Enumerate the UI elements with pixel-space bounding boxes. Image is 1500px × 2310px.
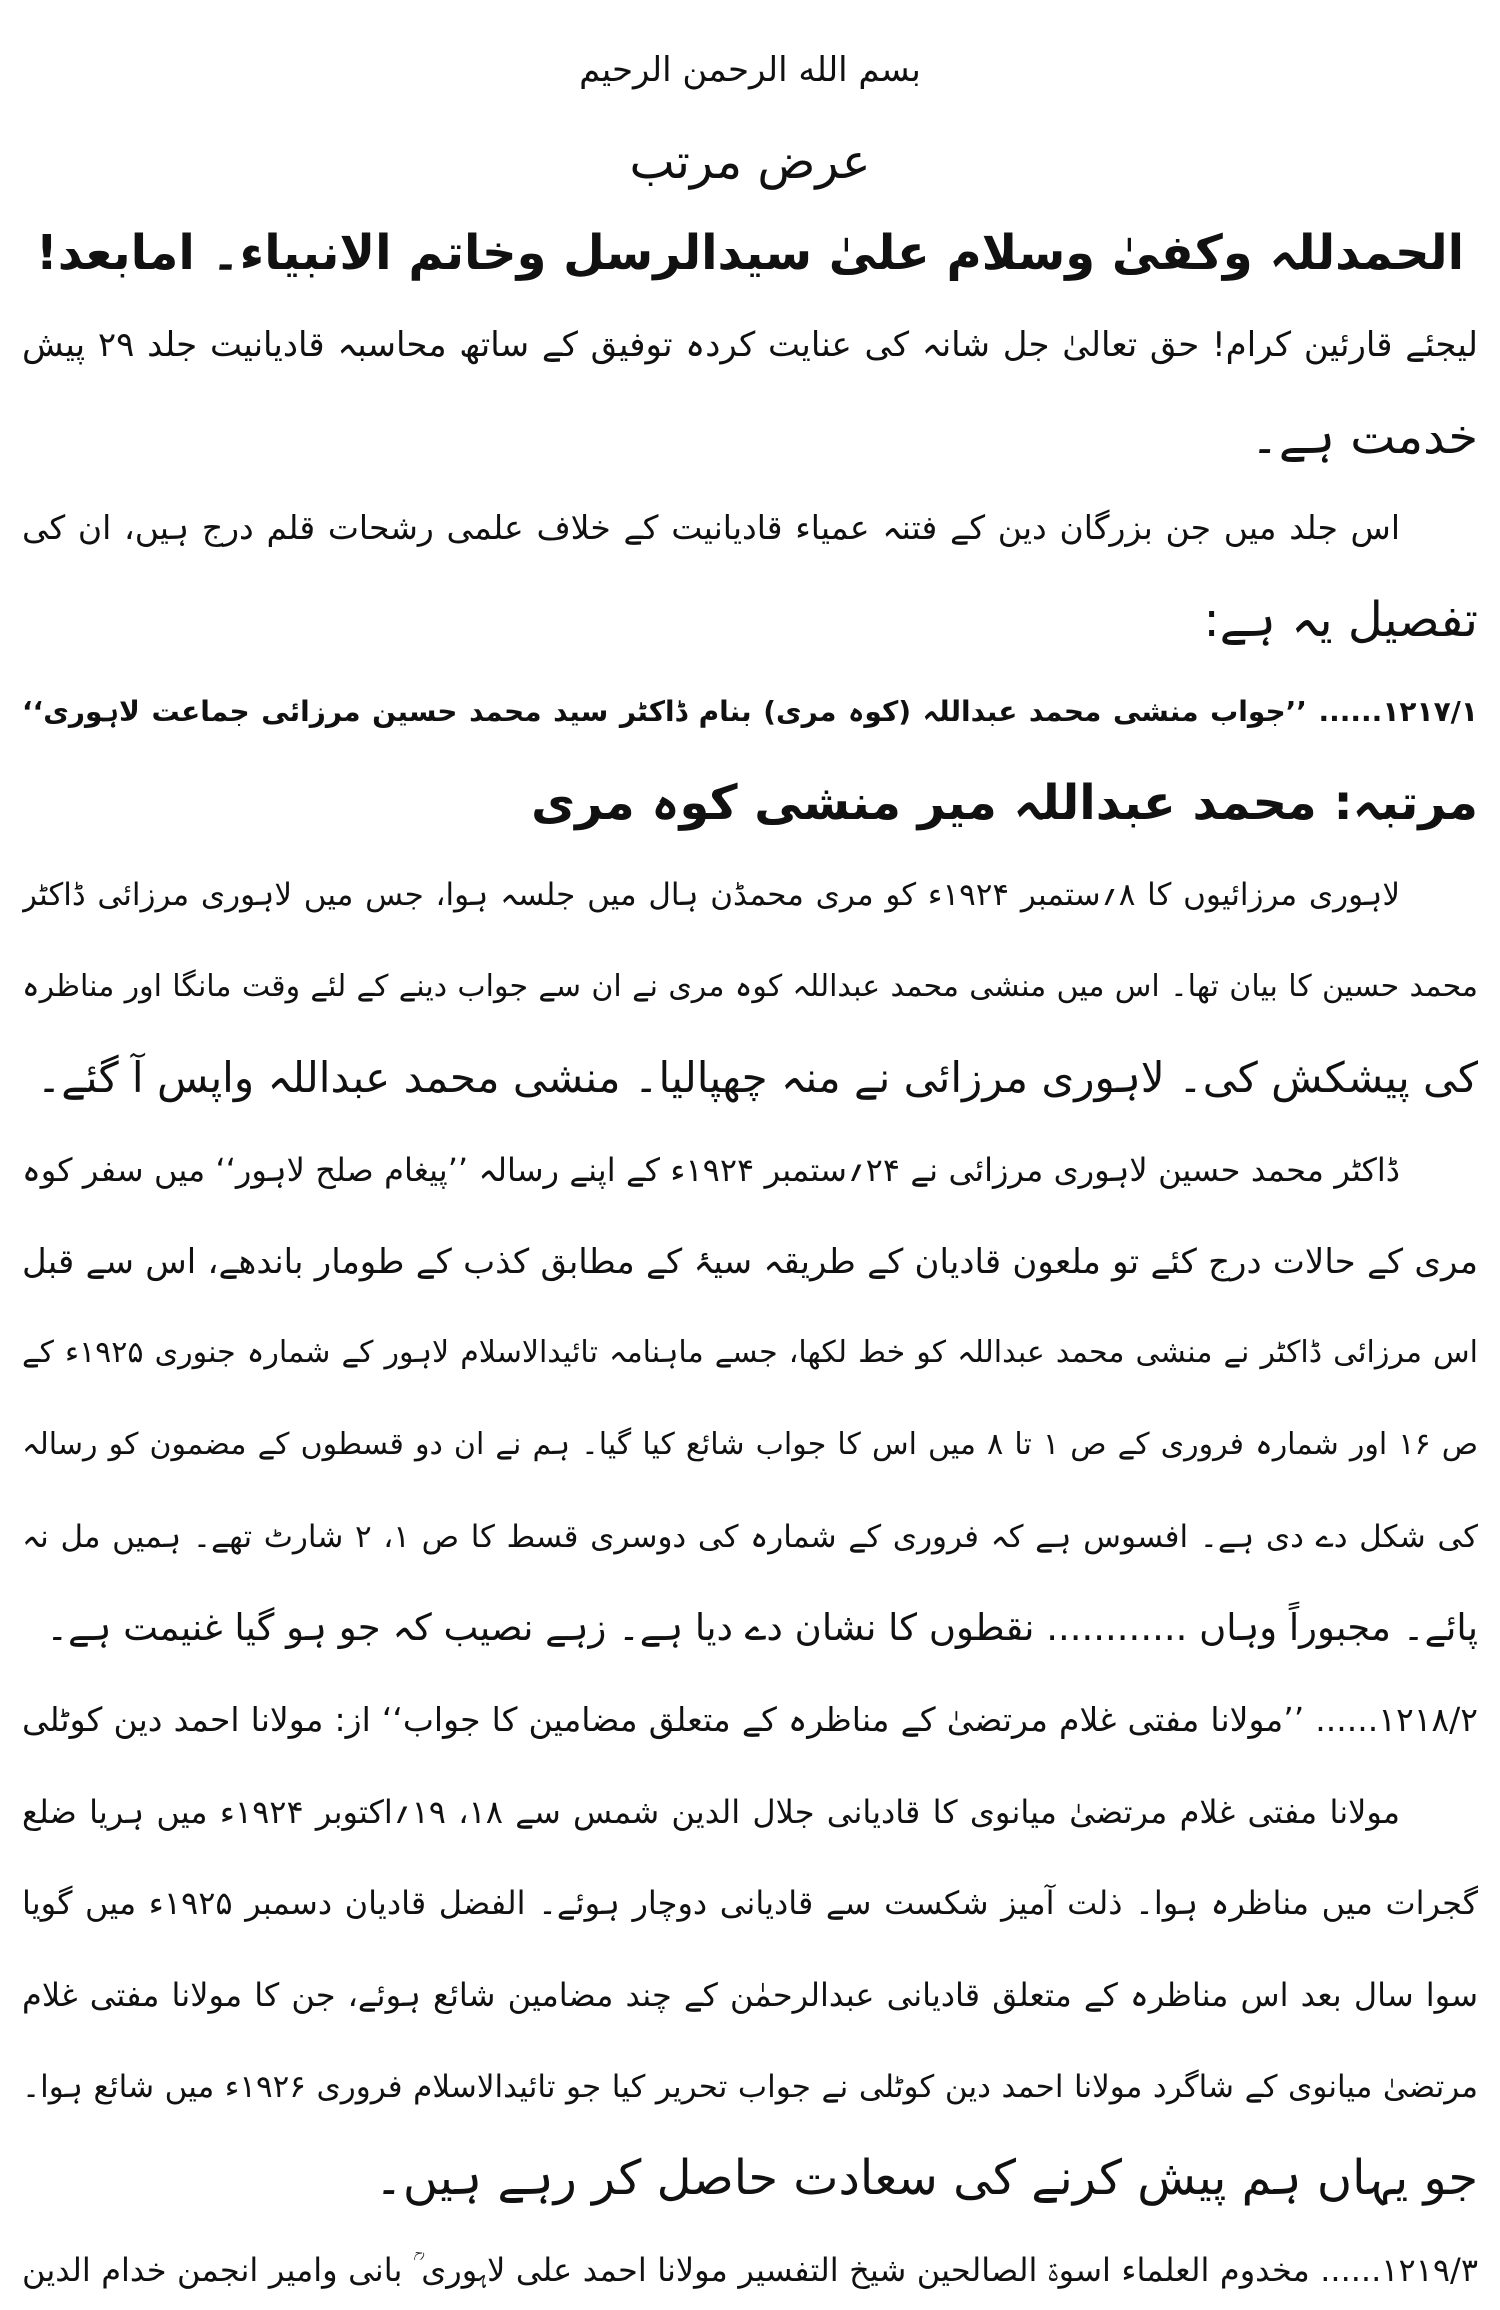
paragraph-4-line-1: لاہوری مرزائیوں کا ۸؍ستمبر ۱۹۲۴ء کو مری محمڈن ہال میں جلسہ ہوا، جس میں لاہوری مرزائی ڈاکٹر xyxy=(22,877,1400,913)
paragraph-6-line-4: سوا سال بعد اس مناظرہ کے متعلق قادیانی عبدالرحمٰن کے چند مضامین شائع ہوئے، جن کا مولانا مفتی غلام xyxy=(22,1976,1478,2014)
paragraph-2-line-1: اس جلد میں جن بزرگان دین کے فتنہ عمیاء قادیانیت کے خلاف علمی رشحات قلم درج ہیں، ان کی xyxy=(22,508,1400,547)
item-1217-heading: ۱۲۱۷/۱...... ’’جواب منشی محمد عبداللہ (کوہ مری) بنام ڈاکٹر سید محمد حسین مرزائی جماعت لاہوری‘‘ xyxy=(22,695,1478,728)
paragraph-4-line-3: کی پیشکش کی۔ لاہوری مرزائی نے منہ چھپالیا۔ منشی محمد عبداللہ واپس آ گئے۔ xyxy=(36,1053,1478,1102)
paragraph-5-line-4: ص ۱۶ اور شمارہ فروری کے ص ۱ تا ۸ میں اس کا جواب شائع کیا گیا۔ ہم نے ان دو قسطوں کے مضمون کو رسالہ xyxy=(22,1427,1478,1462)
hamd-line: الحمدللہ وکفیٰ وسلام علیٰ سیدالرسل وخاتم الانبیاء۔ امابعد! xyxy=(35,225,1465,281)
paragraph-5-line-3: اس مرزائی ڈاکٹر نے منشی محمد عبداللہ کو خط لکھا، جسے ماہنامہ تائیدالاسلام لاہور کے شمارہ جنوری ۱۹۲۵ء کے xyxy=(22,1335,1478,1370)
paragraph-6-line-6: جو یہاں ہم پیش کرنے کی سعادت حاصل کر رہے ہیں۔ xyxy=(374,2150,1478,2206)
paragraph-6-line-2: مولانا مفتی غلام مرتضیٰ میانوی کا قادیانی جلال الدین شمس سے ۱۸، ۱۹؍اکتوبر ۱۹۲۴ء میں ہریا ضلع xyxy=(22,1793,1400,1831)
paragraph-1-line-2: خدمت ہے۔ xyxy=(1250,409,1478,465)
page-title: عرض مرتب xyxy=(629,134,871,190)
item-1217-compiler: مرتبہ: محمد عبداللہ میر منشی کوہ مری xyxy=(531,775,1478,831)
paragraph-5-line-1: ڈاکٹر محمد حسین لاہوری مرزائی نے ۲۴؍ستمبر ۱۹۲۴ء کے اپنے رسالہ ’’پیغام صلح لاہور‘‘ میں سفر کوہ xyxy=(22,1151,1400,1189)
item-1218-heading: ۱۲۱۸/۲...... ’’مولانا مفتی غلام مرتضیٰ کے مناظرہ کے متعلق مضامین کا جواب‘‘ از: مولانا احمد دین کوٹلی xyxy=(22,1700,1478,1739)
paragraph-5-line-2: مری کے حالات درج کئے تو ملعون قادیان کے طریقہ سیۂ کے مطابق کذب کے طومار باندھے، اس سے قبل xyxy=(22,1242,1478,1282)
bismillah: بسم الله الرحمن الرحیم xyxy=(579,50,921,90)
paragraph-6-line-5: مرتضیٰ میانوی کے شاگرد مولانا احمد دین کوٹلی نے جواب تحریر کیا جو تائیدالاسلام فروری ۱۹۲۶ء میں شائع ہوا۔ xyxy=(22,2069,1478,2105)
paragraph-5-line-5: کی شکل دے دی ہے۔ افسوس ہے کہ فروری کے شمارہ کی دوسری قسط کا ص ۱، ۲ شارٹ تھے۔ ہمیں مل نہ xyxy=(22,1519,1478,1555)
paragraph-1-line-1: لیجئے قارئین کرام! حق تعالیٰ جل شانہ کی عنایت کردہ توفیق کے ساتھ محاسبہ قادیانیت جلد ۲۹ پیش xyxy=(22,325,1478,365)
paragraph-2-line-2: تفصیل یہ ہے: xyxy=(1203,592,1478,648)
item-1219-heading: ۱۲۱۹/۳...... مخدوم العلماء اسوۃ الصالحین شیخ التفسیر مولانا احمد علی لاہوری ؒ بانی وامیر انجمن خدام الدین xyxy=(22,2251,1478,2289)
paragraph-4-line-2: محمد حسین کا بیان تھا۔ اس میں منشی محمد عبداللہ کوہ مری نے ان سے جواب دینے کے لئے وقت مانگا اور مناظرہ xyxy=(22,969,1478,1004)
paragraph-5-line-6: پائے۔ مجبوراً وہاں ............ نقطوں کا نشان دے دیا ہے۔ زہے نصیب کہ جو ہو گیا غنیمت ہے۔ xyxy=(46,1606,1478,1649)
paragraph-6-line-3: گجرات میں مناظرہ ہوا۔ ذلت آمیز شکست سے قادیانی دوچار ہوئے۔ الفضل قادیان دسمبر ۱۹۲۵ء میں گویا xyxy=(22,1884,1478,1922)
